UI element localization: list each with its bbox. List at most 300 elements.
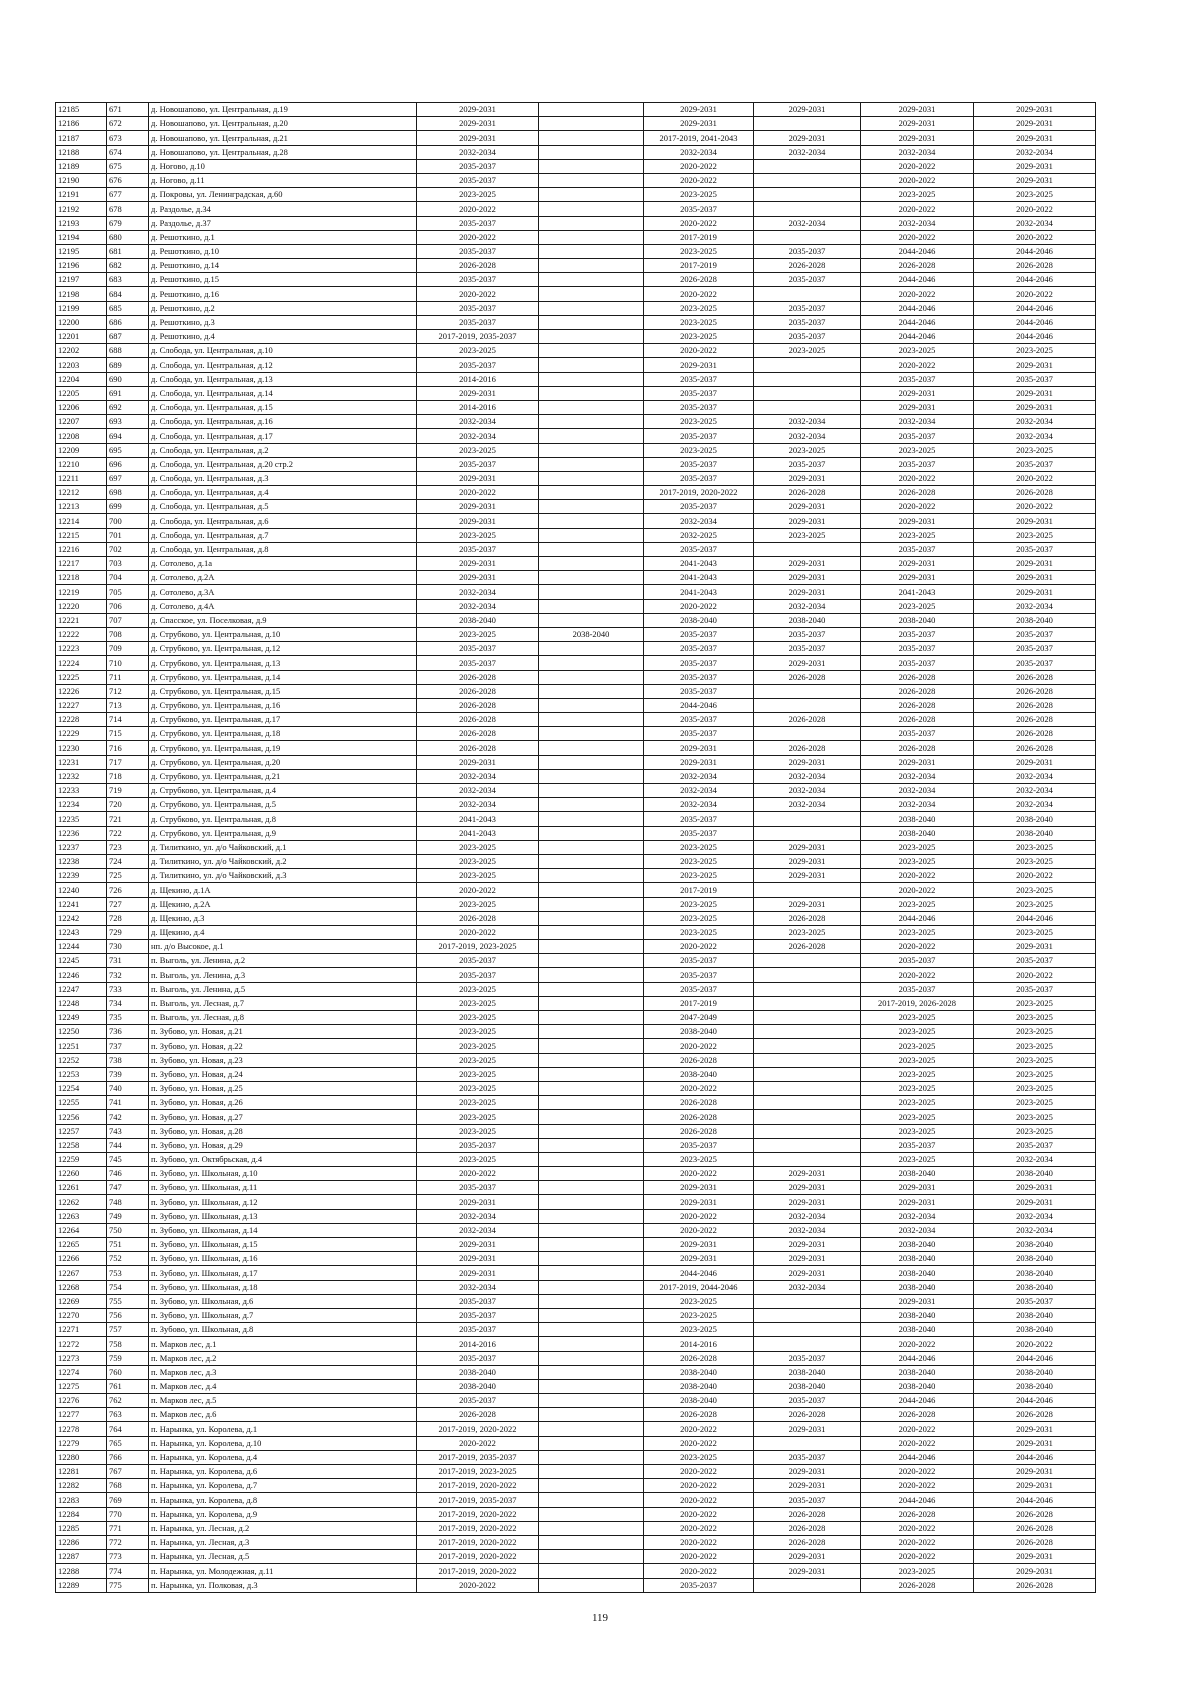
cell-address: д. Слобода, ул. Центральная, д.6	[149, 514, 417, 528]
cell-address: д. Струбково, ул. Центральная, д.16	[149, 698, 417, 712]
cell-number: 701	[107, 528, 149, 542]
cell-period-1: 2017-2019, 2020-2022	[417, 1550, 539, 1564]
cell-period-3: 2020-2022	[644, 1209, 754, 1223]
cell-id: 12219	[56, 585, 107, 599]
cell-id: 12271	[56, 1323, 107, 1337]
cell-period-2	[539, 486, 644, 500]
cell-number: 722	[107, 826, 149, 840]
cell-period-4	[754, 968, 861, 982]
cell-period-2	[539, 344, 644, 358]
cell-period-5: 2032-2034	[861, 145, 974, 159]
cell-period-3: 2023-2025	[644, 244, 754, 258]
cell-period-4	[754, 1294, 861, 1308]
cell-period-1: 2035-2037	[417, 173, 539, 187]
cell-period-5: 2035-2037	[861, 954, 974, 968]
cell-id: 12245	[56, 954, 107, 968]
cell-id: 12240	[56, 883, 107, 897]
cell-period-4: 2035-2037	[754, 273, 861, 287]
table-row	[56, 571, 1096, 585]
cell-id: 12185	[56, 103, 107, 117]
cell-address: д. Решоткино, д.1	[149, 230, 417, 244]
cell-number: 738	[107, 1053, 149, 1067]
table-row	[56, 1167, 1096, 1181]
cell-period-6: 2032-2034	[974, 216, 1096, 230]
cell-number: 732	[107, 968, 149, 982]
cell-period-6: 2038-2040	[974, 1323, 1096, 1337]
cell-period-5: 2038-2040	[861, 1323, 974, 1337]
cell-period-4: 2035-2037	[754, 244, 861, 258]
cell-number: 675	[107, 159, 149, 173]
cell-period-1: 2023-2025	[417, 1039, 539, 1053]
cell-period-5: 2020-2022	[861, 230, 974, 244]
cell-period-3: 2035-2037	[644, 684, 754, 698]
cell-period-6: 2035-2037	[974, 982, 1096, 996]
cell-period-4: 2032-2034	[754, 216, 861, 230]
cell-id: 12246	[56, 968, 107, 982]
cell-id: 12192	[56, 202, 107, 216]
cell-period-2	[539, 443, 644, 457]
table-row	[56, 1521, 1096, 1535]
cell-period-2	[539, 1238, 644, 1252]
cell-period-6: 2044-2046	[974, 1394, 1096, 1408]
cell-period-2	[539, 1394, 644, 1408]
cell-id: 12263	[56, 1209, 107, 1223]
cell-period-3: 2020-2022	[644, 287, 754, 301]
cell-period-2	[539, 1209, 644, 1223]
cell-period-4: 2029-2031	[754, 1181, 861, 1195]
cell-period-1: 2029-2031	[417, 1195, 539, 1209]
cell-period-3: 2017-2019, 2020-2022	[644, 486, 754, 500]
cell-period-4	[754, 1025, 861, 1039]
cell-period-3: 2038-2040	[644, 1379, 754, 1393]
cell-id: 12275	[56, 1379, 107, 1393]
cell-id: 12266	[56, 1252, 107, 1266]
cell-period-5: 2020-2022	[861, 287, 974, 301]
cell-period-3: 2023-2025	[644, 854, 754, 868]
cell-id: 12220	[56, 599, 107, 613]
cell-period-6: 2023-2025	[974, 443, 1096, 457]
cell-period-1: 2023-2025	[417, 840, 539, 854]
table-row	[56, 670, 1096, 684]
cell-address: д. Щекино, д.4	[149, 925, 417, 939]
cell-period-3: 2035-2037	[644, 457, 754, 471]
cell-address: п. Зубово, ул. Новая, д.24	[149, 1067, 417, 1081]
table-row	[56, 1223, 1096, 1237]
cell-period-2	[539, 571, 644, 585]
cell-period-5: 2041-2043	[861, 585, 974, 599]
table-row	[56, 117, 1096, 131]
cell-period-6: 2032-2034	[974, 1223, 1096, 1237]
cell-period-3: 2023-2025	[644, 840, 754, 854]
cell-number: 759	[107, 1351, 149, 1365]
cell-period-1: 2029-2031	[417, 755, 539, 769]
cell-period-2	[539, 1535, 644, 1549]
cell-period-3: 2020-2022	[644, 1564, 754, 1578]
cell-address: п. Марков лес, д.2	[149, 1351, 417, 1365]
cell-period-5: 2020-2022	[861, 1337, 974, 1351]
cell-period-3: 2038-2040	[644, 1067, 754, 1081]
cell-period-3: 2023-2025	[644, 301, 754, 315]
cell-period-3: 2035-2037	[644, 982, 754, 996]
cell-period-5: 2020-2022	[861, 1436, 974, 1450]
cell-period-4: 2035-2037	[754, 330, 861, 344]
cell-period-4: 2029-2031	[754, 557, 861, 571]
table-row	[56, 1011, 1096, 1025]
cell-period-4: 2029-2031	[754, 1479, 861, 1493]
cell-period-2	[539, 1081, 644, 1095]
cell-period-1: 2023-2025	[417, 344, 539, 358]
cell-period-5: 2029-2031	[861, 386, 974, 400]
cell-number: 754	[107, 1280, 149, 1294]
cell-period-3: 2023-2025	[644, 925, 754, 939]
cell-period-2	[539, 1323, 644, 1337]
table-row	[56, 103, 1096, 117]
cell-period-4	[754, 1096, 861, 1110]
cell-address: д. Струбково, ул. Центральная, д.14	[149, 670, 417, 684]
cell-period-2	[539, 968, 644, 982]
cell-period-2	[539, 1138, 644, 1152]
cell-period-2	[539, 1493, 644, 1507]
cell-period-2	[539, 1124, 644, 1138]
cell-address: п. Зубово, ул. Новая, д.29	[149, 1138, 417, 1152]
cell-period-6: 2032-2034	[974, 599, 1096, 613]
cell-period-3: 2029-2031	[644, 103, 754, 117]
cell-period-3: 2023-2025	[644, 1294, 754, 1308]
cell-id: 12203	[56, 358, 107, 372]
cell-period-3: 2023-2025	[644, 1308, 754, 1322]
cell-period-2	[539, 330, 644, 344]
cell-period-1: 2026-2028	[417, 684, 539, 698]
cell-period-4	[754, 1337, 861, 1351]
cell-number: 741	[107, 1096, 149, 1110]
cell-period-1: 2020-2022	[417, 1578, 539, 1592]
cell-period-4: 2026-2028	[754, 911, 861, 925]
cell-period-3: 2020-2022	[644, 1479, 754, 1493]
cell-address: д. Слобода, ул. Центральная, д.2	[149, 443, 417, 457]
cell-period-4: 2029-2031	[754, 1167, 861, 1181]
cell-id: 12285	[56, 1521, 107, 1535]
cell-number: 725	[107, 869, 149, 883]
cell-id: 12230	[56, 741, 107, 755]
cell-id: 12286	[56, 1535, 107, 1549]
cell-period-2	[539, 188, 644, 202]
cell-period-3: 2032-2034	[644, 769, 754, 783]
cell-id: 12255	[56, 1096, 107, 1110]
cell-period-4	[754, 1011, 861, 1025]
cell-period-4: 2026-2028	[754, 940, 861, 954]
cell-period-4: 2029-2031	[754, 869, 861, 883]
cell-period-1: 2029-2031	[417, 471, 539, 485]
table-row	[56, 1053, 1096, 1067]
cell-period-3: 2035-2037	[644, 812, 754, 826]
cell-period-6: 2032-2034	[974, 415, 1096, 429]
cell-period-1: 2035-2037	[417, 1323, 539, 1337]
cell-period-3: 2020-2022	[644, 1521, 754, 1535]
cell-period-1: 2035-2037	[417, 1394, 539, 1408]
cell-period-2	[539, 372, 644, 386]
cell-period-4	[754, 996, 861, 1010]
cell-id: 12270	[56, 1308, 107, 1322]
cell-period-4	[754, 188, 861, 202]
table-row	[56, 1209, 1096, 1223]
table-row	[56, 486, 1096, 500]
cell-period-5: 2023-2025	[861, 599, 974, 613]
cell-period-1: 2020-2022	[417, 230, 539, 244]
cell-period-6: 2029-2031	[974, 1465, 1096, 1479]
cell-number: 740	[107, 1081, 149, 1095]
cell-period-1: 2029-2031	[417, 1266, 539, 1280]
cell-period-4: 2035-2037	[754, 1351, 861, 1365]
cell-number: 671	[107, 103, 149, 117]
cell-period-5: 2038-2040	[861, 1252, 974, 1266]
cell-period-1: 2023-2025	[417, 854, 539, 868]
table-row	[56, 1025, 1096, 1039]
cell-period-3: 2047-2049	[644, 1011, 754, 1025]
cell-period-3: 2038-2040	[644, 1394, 754, 1408]
cell-id: 12211	[56, 471, 107, 485]
table-row	[56, 713, 1096, 727]
cell-period-1: 2023-2025	[417, 869, 539, 883]
cell-number: 734	[107, 996, 149, 1010]
table-row	[56, 557, 1096, 571]
cell-period-4: 2026-2028	[754, 486, 861, 500]
cell-period-6: 2023-2025	[974, 188, 1096, 202]
cell-period-5: 2023-2025	[861, 188, 974, 202]
cell-period-5: 2023-2025	[861, 1067, 974, 1081]
cell-period-2	[539, 996, 644, 1010]
cell-period-6: 2038-2040	[974, 1365, 1096, 1379]
cell-period-3: 2041-2043	[644, 585, 754, 599]
cell-period-3: 2035-2037	[644, 826, 754, 840]
cell-period-4	[754, 117, 861, 131]
cell-period-5: 2020-2022	[861, 869, 974, 883]
cell-period-3: 2023-2025	[644, 1323, 754, 1337]
cell-period-2	[539, 954, 644, 968]
table-row	[56, 1365, 1096, 1379]
cell-number: 753	[107, 1266, 149, 1280]
cell-period-5: 2020-2022	[861, 1422, 974, 1436]
cell-period-3: 2017-2019, 2044-2046	[644, 1280, 754, 1294]
cell-id: 12261	[56, 1181, 107, 1195]
cell-period-4	[754, 386, 861, 400]
cell-address: п. Нарынка, ул. Королева, д.10	[149, 1436, 417, 1450]
cell-address: п. Зубово, ул. Школьная, д.10	[149, 1167, 417, 1181]
cell-address: д. Тилиткино, ул. д/о Чайковский, д.3	[149, 869, 417, 883]
cell-period-6: 2023-2025	[974, 925, 1096, 939]
cell-period-1: 2032-2034	[417, 599, 539, 613]
cell-period-3: 2035-2037	[644, 713, 754, 727]
cell-period-1: 2023-2025	[417, 1110, 539, 1124]
cell-period-1: 2023-2025	[417, 188, 539, 202]
table-row	[56, 230, 1096, 244]
cell-id: 12287	[56, 1550, 107, 1564]
cell-number: 681	[107, 244, 149, 258]
cell-period-3: 2020-2022	[644, 599, 754, 613]
table-row	[56, 500, 1096, 514]
cell-period-4	[754, 684, 861, 698]
cell-period-4	[754, 1578, 861, 1592]
cell-period-1: 2023-2025	[417, 443, 539, 457]
cell-period-3: 2020-2022	[644, 1507, 754, 1521]
cell-id: 12212	[56, 486, 107, 500]
cell-period-2	[539, 1011, 644, 1025]
cell-period-5: 2029-2031	[861, 571, 974, 585]
cell-period-1: 2032-2034	[417, 415, 539, 429]
cell-period-2	[539, 514, 644, 528]
cell-period-2	[539, 1110, 644, 1124]
cell-period-1: 2035-2037	[417, 1294, 539, 1308]
cell-period-2	[539, 911, 644, 925]
cell-period-4	[754, 698, 861, 712]
cell-period-6: 2026-2028	[974, 670, 1096, 684]
table-row	[56, 826, 1096, 840]
cell-number: 765	[107, 1436, 149, 1450]
cell-number: 743	[107, 1124, 149, 1138]
table-row	[56, 1252, 1096, 1266]
cell-number: 761	[107, 1379, 149, 1393]
cell-period-6: 2020-2022	[974, 471, 1096, 485]
cell-period-5: 2020-2022	[861, 1465, 974, 1479]
cell-number: 719	[107, 784, 149, 798]
cell-period-5: 2020-2022	[861, 940, 974, 954]
table-row	[56, 840, 1096, 854]
cell-period-6: 2020-2022	[974, 968, 1096, 982]
cell-period-3: 2035-2037	[644, 386, 754, 400]
cell-period-3: 2020-2022	[644, 1493, 754, 1507]
cell-period-3: 2029-2031	[644, 1195, 754, 1209]
cell-period-2	[539, 698, 644, 712]
table-row	[56, 727, 1096, 741]
cell-period-1: 2032-2034	[417, 145, 539, 159]
cell-period-4: 2029-2031	[754, 514, 861, 528]
table-row	[56, 1195, 1096, 1209]
cell-id: 12249	[56, 1011, 107, 1025]
cell-period-2	[539, 826, 644, 840]
cell-period-6: 2044-2046	[974, 1351, 1096, 1365]
cell-number: 771	[107, 1521, 149, 1535]
cell-address: д. Решоткино, д.4	[149, 330, 417, 344]
cell-id: 12233	[56, 784, 107, 798]
cell-period-1: 2035-2037	[417, 457, 539, 471]
table-row	[56, 585, 1096, 599]
cell-period-6: 2044-2046	[974, 330, 1096, 344]
table-row	[56, 684, 1096, 698]
cell-period-1: 2023-2025	[417, 1096, 539, 1110]
table-row	[56, 400, 1096, 414]
cell-period-1: 2029-2031	[417, 557, 539, 571]
cell-id: 12216	[56, 542, 107, 556]
table-row	[56, 968, 1096, 982]
cell-period-2	[539, 457, 644, 471]
cell-period-4: 2029-2031	[754, 1252, 861, 1266]
cell-period-2	[539, 244, 644, 258]
cell-period-3: 2035-2037	[644, 400, 754, 414]
cell-period-3: 2023-2025	[644, 330, 754, 344]
cell-period-6: 2020-2022	[974, 230, 1096, 244]
cell-period-4: 2029-2031	[754, 1266, 861, 1280]
cell-id: 12279	[56, 1436, 107, 1450]
cell-period-5: 2023-2025	[861, 1039, 974, 1053]
cell-address: д. Раздолье, д.34	[149, 202, 417, 216]
cell-period-2	[539, 1067, 644, 1081]
cell-id: 12213	[56, 500, 107, 514]
cell-period-5: 2044-2046	[861, 1351, 974, 1365]
cell-period-5: 2035-2037	[861, 1138, 974, 1152]
cell-period-5: 2038-2040	[861, 1379, 974, 1393]
cell-period-6: 2023-2025	[974, 854, 1096, 868]
cell-address: д. Слобода, ул. Центральная, д.20 стр.2	[149, 457, 417, 471]
cell-period-2	[539, 1521, 644, 1535]
cell-period-6: 2044-2046	[974, 1450, 1096, 1464]
cell-period-1: 2029-2031	[417, 131, 539, 145]
cell-number: 763	[107, 1408, 149, 1422]
cell-period-1: 2032-2034	[417, 585, 539, 599]
cell-address: д. Слобода, ул. Центральная, д.14	[149, 386, 417, 400]
cell-number: 752	[107, 1252, 149, 1266]
cell-period-1: 2029-2031	[417, 1238, 539, 1252]
cell-period-4	[754, 1152, 861, 1166]
cell-number: 749	[107, 1209, 149, 1223]
cell-period-5: 2032-2034	[861, 798, 974, 812]
cell-id: 12241	[56, 897, 107, 911]
table-row	[56, 1465, 1096, 1479]
table-row	[56, 1238, 1096, 1252]
cell-period-5: 2023-2025	[861, 443, 974, 457]
cell-period-3: 2035-2037	[644, 1578, 754, 1592]
cell-period-6: 2029-2031	[974, 755, 1096, 769]
cell-period-1: 2020-2022	[417, 202, 539, 216]
cell-period-5: 2020-2022	[861, 173, 974, 187]
cell-address: п. Марков лес, д.5	[149, 1394, 417, 1408]
cell-period-6: 2044-2046	[974, 273, 1096, 287]
cell-number: 774	[107, 1564, 149, 1578]
cell-address: д. Струбково, ул. Центральная, д.13	[149, 656, 417, 670]
cell-number: 712	[107, 684, 149, 698]
cell-period-5: 2026-2028	[861, 1507, 974, 1521]
cell-id: 12191	[56, 188, 107, 202]
table-row	[56, 188, 1096, 202]
cell-address: д. Новошапово, ул. Центральная, д.20	[149, 117, 417, 131]
cell-period-2	[539, 500, 644, 514]
table-row	[56, 145, 1096, 159]
cell-period-1: 2014-2016	[417, 400, 539, 414]
cell-id: 12250	[56, 1025, 107, 1039]
cell-number: 676	[107, 173, 149, 187]
cell-address: д. Щекино, д.3	[149, 911, 417, 925]
cell-period-5: 2029-2031	[861, 117, 974, 131]
cell-number: 735	[107, 1011, 149, 1025]
cell-period-6: 2029-2031	[974, 1436, 1096, 1450]
cell-number: 775	[107, 1578, 149, 1592]
table-row	[56, 386, 1096, 400]
cell-address: п. Выголь, ул. Ленина, д.3	[149, 968, 417, 982]
cell-address: п. Нарынка, ул. Королева, д.9	[149, 1507, 417, 1521]
cell-period-1: 2026-2028	[417, 713, 539, 727]
cell-id: 12237	[56, 840, 107, 854]
cell-period-6: 2035-2037	[974, 954, 1096, 968]
table-row	[56, 925, 1096, 939]
cell-period-4	[754, 159, 861, 173]
cell-period-3: 2020-2022	[644, 159, 754, 173]
table-row	[56, 1308, 1096, 1322]
cell-period-2	[539, 103, 644, 117]
cell-period-3: 2020-2022	[644, 344, 754, 358]
cell-address: д. Слобода, ул. Центральная, д.15	[149, 400, 417, 414]
table-row	[56, 1535, 1096, 1549]
table-row	[56, 954, 1096, 968]
cell-period-5: 2020-2022	[861, 358, 974, 372]
cell-period-5: 2023-2025	[861, 344, 974, 358]
